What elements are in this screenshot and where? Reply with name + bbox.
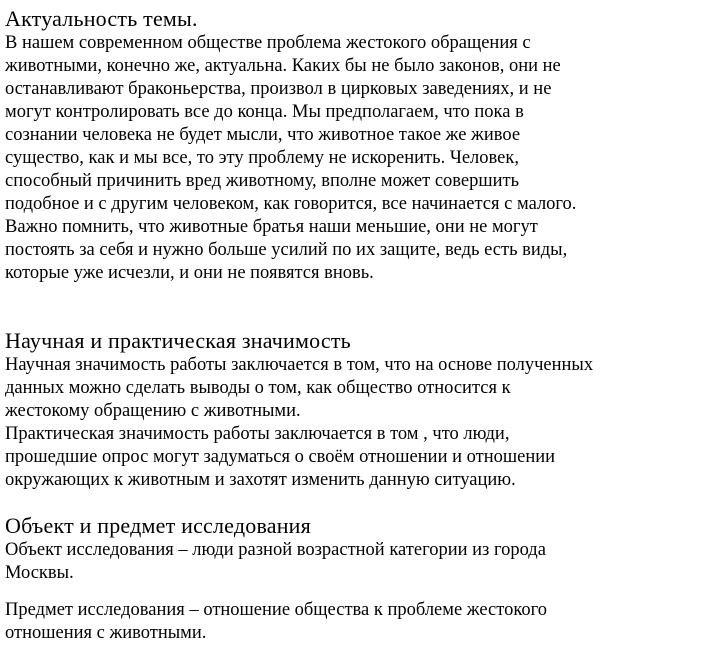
text-line: способный причинить вред животному, вполне может совершить: [5, 171, 520, 191]
text-line: подобное и с другим человеком, как говорится, все начинается с малого.: [5, 194, 577, 214]
heading-object-subject: Объект и предмет исследования: [5, 513, 311, 538]
text-line: сознании человека не будет мысли, что животное такое же живое: [5, 125, 521, 145]
paragraph-research-subject: [5, 599, 693, 645]
text-line: животными, конечно же, актуальна. Каких бы не было законов, они не: [5, 56, 561, 76]
text-line: Предмет исследования – отношение общества к проблеме жестокого: [5, 600, 547, 620]
text-line: жестокому обращению с животными.: [5, 401, 301, 421]
text-line: данных можно сделать выводы о том, как общество относится к: [5, 378, 511, 398]
text-line: отношения с животными.: [5, 623, 207, 643]
text-line: прошедшие опрос могут задуматься о своём отношении и отношении: [5, 447, 556, 467]
text-line: Объект исследования – люди разной возрастной категории из города: [5, 540, 546, 560]
text-line: существо, как и мы все, то эту проблему не искоренить. Человек,: [5, 148, 519, 168]
text-line: постоять за себя и нужно больше усилий по их защите, ведь есть виды,: [5, 240, 568, 260]
heading-significance: Научная и практическая значимость: [5, 328, 351, 353]
paragraph-topic-relevance: [5, 32, 693, 285]
text-line: Важно помнить, что животные братья наши меньшие, они не могут: [5, 217, 538, 237]
text-line: Москвы.: [5, 563, 74, 583]
text-line: которые уже исчезли, и они не появятся вновь.: [5, 263, 374, 283]
text-line: останавливают браконьерства, произвол в цирковых заведениях, и не: [5, 79, 552, 99]
text-line: окружающих к животным и захотят изменить данную ситуацию.: [5, 470, 516, 490]
text-line: Практическая значимость работы заключается в том , что люди,: [5, 424, 510, 444]
paragraph-significance: [5, 354, 693, 492]
text-line: Научная значимость работы заключается в том, что на основе полученных: [5, 355, 594, 375]
paragraph-research-object: [5, 539, 693, 585]
heading-topic-relevance: Актуальность темы.: [5, 6, 198, 31]
text-line: В нашем современном обществе проблема жестокого обращения с: [5, 33, 531, 53]
text-line: могут контролировать все до конца. Мы предполагаем, что пока в: [5, 102, 524, 122]
